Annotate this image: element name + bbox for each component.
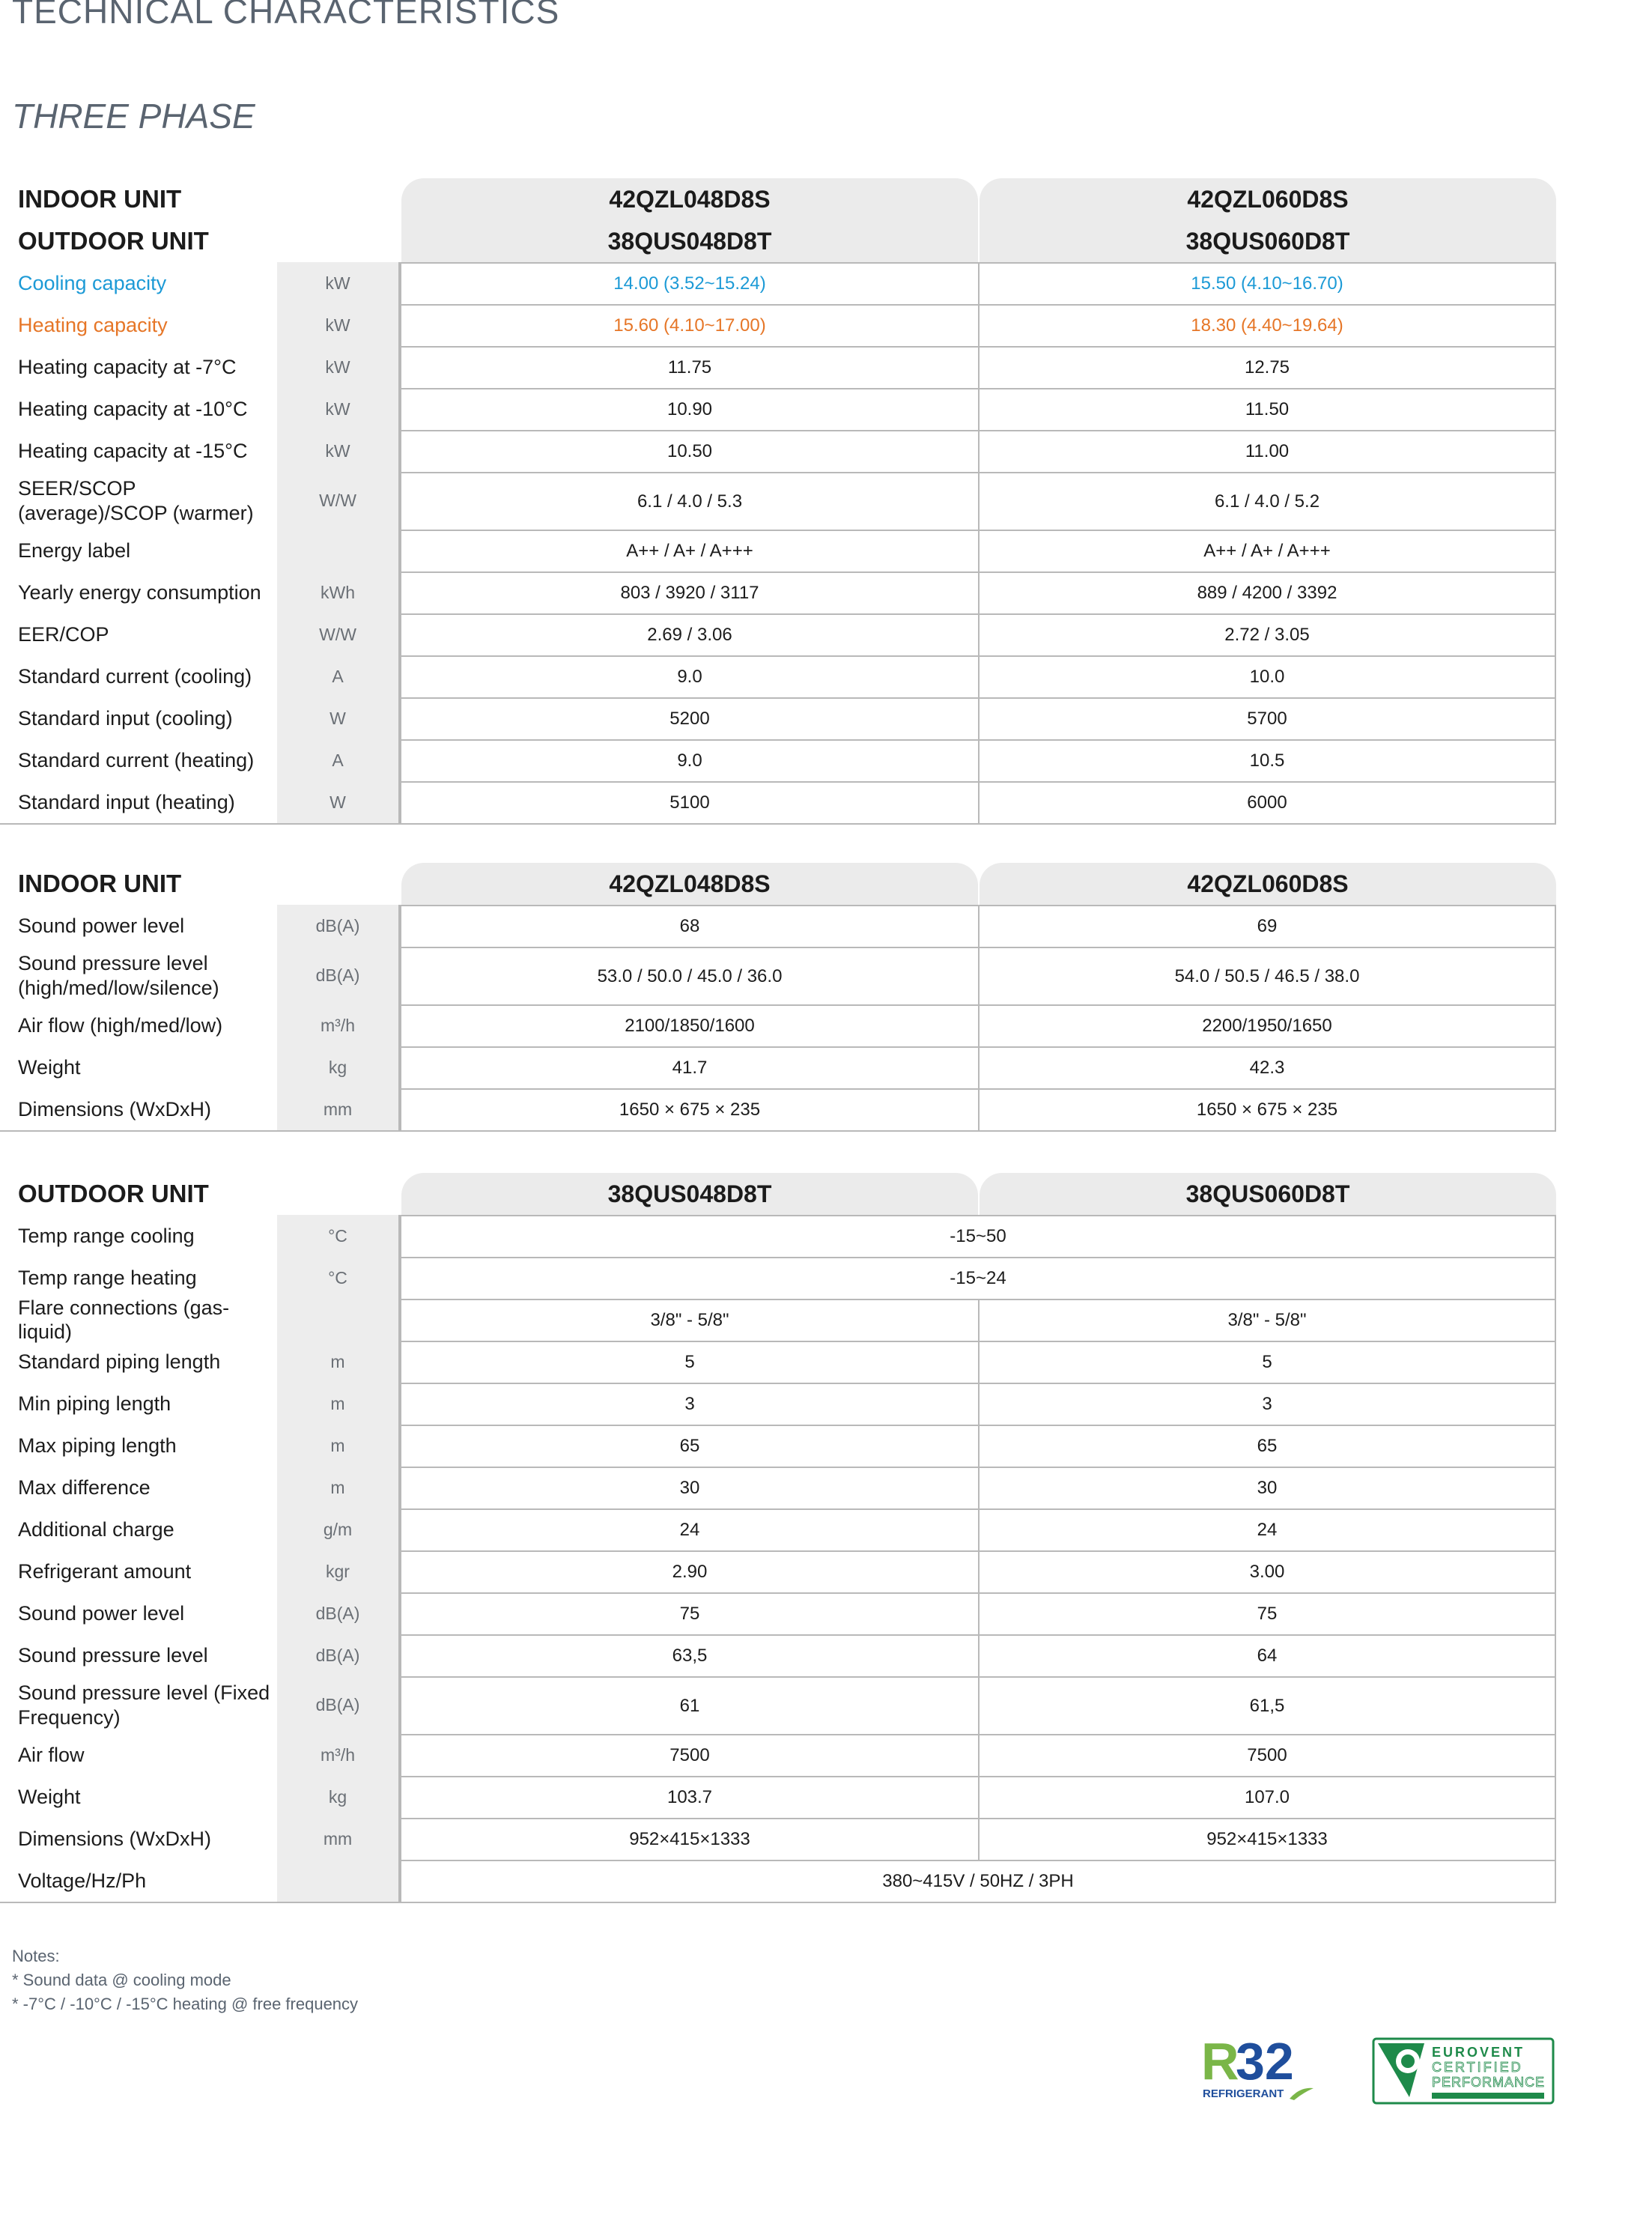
spec-unit: kW: [277, 346, 398, 388]
spec-unit: kW: [277, 304, 398, 346]
model-name: 38QUS048D8T: [607, 1180, 772, 1207]
spec-value: 63,5: [401, 1634, 978, 1676]
spec-label: Temp range heating: [18, 1266, 197, 1289]
spec-value: 53.0 / 50.0 / 45.0 / 36.0: [401, 947, 978, 1004]
spec-value: 12.75: [980, 346, 1556, 388]
spec-value: 1650 × 675 × 235: [401, 1088, 978, 1130]
spec-unit: kW: [277, 430, 398, 472]
spec-label: Yearly energy consumption: [18, 580, 261, 604]
spec-value: 7500: [401, 1734, 978, 1776]
header-label: OUTDOOR UNIT: [18, 227, 209, 255]
spec-unit: m: [277, 1467, 398, 1508]
spec-label: Cooling capacity: [18, 271, 167, 294]
indoor-unit-table: [0, 863, 1565, 1132]
spec-value: 65: [980, 1425, 1556, 1467]
table-header: [0, 1173, 1565, 1215]
spec-label: Air flow (high/med/low): [18, 1013, 223, 1037]
spec-label: Standard input (heating): [18, 790, 235, 813]
spec-label: Flare connections (gas-liquid): [18, 1296, 230, 1343]
r32-logo-r: R: [1201, 2034, 1239, 2090]
spec-value: 68: [401, 905, 978, 947]
spec-label: SEER/SCOP (average)/SCOP (warmer): [18, 477, 254, 524]
spec-unit: dB(A): [277, 947, 398, 1004]
model-name: 38QUS048D8T: [607, 227, 772, 255]
spec-value: 61,5: [980, 1676, 1556, 1734]
page-subtitle: THREE PHASE: [12, 97, 255, 136]
spec-value: 889 / 4200 / 3392: [980, 571, 1556, 613]
spec-unit: kW: [277, 262, 398, 304]
notes-heading: Notes:: [12, 1947, 60, 1965]
spec-value: 3: [401, 1383, 978, 1425]
spec-value: 803 / 3920 / 3117: [401, 571, 978, 613]
spec-value: 6000: [980, 781, 1556, 823]
spec-value: 952×415×1333: [401, 1818, 978, 1860]
spec-value: 10.5: [980, 739, 1556, 781]
model-name: 38QUS060D8T: [1185, 1180, 1350, 1207]
spec-value: 75: [401, 1592, 978, 1634]
spec-value: 3/8" - 5/8": [401, 1299, 978, 1341]
spec-value: 24: [980, 1508, 1556, 1550]
spec-grid: [0, 262, 1556, 825]
spec-value: 54.0 / 50.5 / 46.5 / 38.0: [980, 947, 1556, 1004]
spec-value: 42.3: [980, 1046, 1556, 1088]
spec-label: Weight: [18, 1785, 81, 1808]
table-header: [0, 178, 1565, 262]
spec-unit: m: [277, 1425, 398, 1467]
model-name: 42QZL060D8S: [1187, 870, 1349, 897]
spec-value: 18.30 (4.40~19.64): [980, 304, 1556, 346]
spec-value: 30: [980, 1467, 1556, 1508]
spec-unit: m: [277, 1383, 398, 1425]
spec-value: 41.7: [401, 1046, 978, 1088]
page-title: TECHNICAL CHARACTERISTICS: [12, 0, 560, 31]
spec-value: 15.60 (4.10~17.00): [401, 304, 978, 346]
spec-value: 6.1 / 4.0 / 5.2: [980, 472, 1556, 530]
table-header: [0, 863, 1565, 905]
spec-value: 2.90: [401, 1550, 978, 1592]
spec-unit: °C: [277, 1257, 398, 1299]
spec-label: Standard current (cooling): [18, 664, 252, 688]
spec-label: Weight: [18, 1055, 81, 1079]
eurovent-certified-logo: [1372, 2037, 1555, 2105]
spec-value: 10.50: [401, 430, 978, 472]
spec-label: Temp range cooling: [18, 1224, 195, 1247]
spec-label: Refrigerant amount: [18, 1559, 192, 1583]
header-row: [0, 178, 1565, 220]
spec-label: Heating capacity at -10°C: [18, 397, 248, 420]
spec-value: 2.72 / 3.05: [980, 613, 1556, 655]
spec-value: 5200: [401, 697, 978, 739]
spec-unit: A: [277, 739, 398, 781]
spec-label: EER/COP: [18, 622, 109, 646]
spec-unit: m: [277, 1341, 398, 1383]
spec-unit: kg: [277, 1776, 398, 1818]
header-row: [0, 1173, 1565, 1215]
spec-grid: [0, 905, 1556, 1132]
spec-label: Sound pressure level (Fixed Frequency): [18, 1681, 270, 1729]
spec-label: Standard input (cooling): [18, 706, 233, 730]
spec-value: 11.00: [980, 430, 1556, 472]
spec-value: 5: [401, 1341, 978, 1383]
spec-unit: [277, 1299, 398, 1341]
spec-unit: mm: [277, 1088, 398, 1130]
r32-refrigerant-logo: [1201, 2034, 1321, 2102]
spec-label: Dimensions (WxDxH): [18, 1097, 212, 1120]
header-row: [0, 863, 1565, 905]
spec-label: Sound pressure level (high/med/low/silence): [18, 952, 219, 999]
spec-label: Air flow: [18, 1743, 85, 1766]
spec-label: Sound power level: [18, 1601, 185, 1625]
spec-value: A++ / A+ / A+++: [980, 530, 1556, 571]
spec-unit: kW: [277, 388, 398, 430]
spec-label: Max difference: [18, 1476, 151, 1499]
spec-unit: W: [277, 781, 398, 823]
spec-value: 103.7: [401, 1776, 978, 1818]
spec-value: 952×415×1333: [980, 1818, 1556, 1860]
spec-unit: [277, 1860, 398, 1902]
spec-unit: dB(A): [277, 1634, 398, 1676]
spec-unit: dB(A): [277, 1592, 398, 1634]
header-label: INDOOR UNIT: [18, 185, 182, 213]
spec-label: Max piping length: [18, 1434, 177, 1457]
r32-logo-number: 32: [1236, 2034, 1294, 2090]
header-label: INDOOR UNIT: [18, 870, 182, 897]
notes: [12, 1944, 358, 2016]
spec-value: 1650 × 675 × 235: [980, 1088, 1556, 1130]
header-label: OUTDOOR UNIT: [18, 1180, 209, 1207]
spec-label: Standard current (heating): [18, 748, 255, 771]
spec-value: 2.69 / 3.06: [401, 613, 978, 655]
spec-value: 14.00 (3.52~15.24): [401, 262, 978, 304]
model-name: 42QZL048D8S: [609, 185, 771, 213]
spec-unit: W: [277, 697, 398, 739]
spec-value: 5: [980, 1341, 1556, 1383]
spec-value: -15~24: [401, 1257, 1556, 1299]
eurovent-line1: EUROVENT: [1432, 2045, 1525, 2060]
spec-value: 30: [401, 1467, 978, 1508]
spec-label: Additional charge: [18, 1517, 174, 1541]
spec-label: Standard piping length: [18, 1350, 221, 1373]
spec-value: 75: [980, 1592, 1556, 1634]
spec-label: Sound pressure level: [18, 1643, 208, 1667]
spec-unit: dB(A): [277, 1676, 398, 1734]
spec-unit: mm: [277, 1818, 398, 1860]
model-name: 38QUS060D8T: [1185, 227, 1350, 255]
spec-value: 69: [980, 905, 1556, 947]
r32-logo-sub: REFRIGERANT: [1203, 2087, 1284, 2100]
spec-unit: °C: [277, 1215, 398, 1257]
spec-unit: A: [277, 655, 398, 697]
spec-value: 9.0: [401, 739, 978, 781]
note-line: * Sound data @ cooling mode: [12, 1971, 231, 1989]
spec-label: Heating capacity at -15°C: [18, 439, 248, 462]
spec-value: 107.0: [980, 1776, 1556, 1818]
spec-unit: kWh: [277, 571, 398, 613]
spec-value: 2100/1850/1600: [401, 1004, 978, 1046]
spec-value: 380~415V / 50HZ / 3PH: [401, 1860, 1556, 1902]
spec-value: 10.0: [980, 655, 1556, 697]
spec-label: Energy label: [18, 539, 131, 562]
spec-value: 10.90: [401, 388, 978, 430]
spec-unit: kgr: [277, 1550, 398, 1592]
spec-label: Dimensions (WxDxH): [18, 1827, 212, 1850]
spec-value: 64: [980, 1634, 1556, 1676]
eurovent-line2: CERTIFIED: [1432, 2060, 1523, 2075]
spec-value: 2200/1950/1650: [980, 1004, 1556, 1046]
spec-unit: dB(A): [277, 905, 398, 947]
spec-label: Sound power level: [18, 914, 185, 937]
spec-value: 11.75: [401, 346, 978, 388]
spec-value: 61: [401, 1676, 978, 1734]
eurovent-line3: PERFORMANCE: [1432, 2075, 1546, 2090]
spec-value: 24: [401, 1508, 978, 1550]
spec-unit: m³/h: [277, 1734, 398, 1776]
spec-unit: W/W: [277, 613, 398, 655]
spec-label: Heating capacity at -7°C: [18, 355, 237, 378]
spec-value: 7500: [980, 1734, 1556, 1776]
spec-unit: W/W: [277, 472, 398, 530]
spec-value: 3/8" - 5/8": [980, 1299, 1556, 1341]
outdoor-unit-table: [0, 1173, 1565, 1903]
spec-value: 15.50 (4.10~16.70): [980, 262, 1556, 304]
model-name: 42QZL060D8S: [1187, 185, 1349, 213]
spec-unit: g/m: [277, 1508, 398, 1550]
model-name: 42QZL048D8S: [609, 870, 771, 897]
spec-label: Voltage/Hz/Ph: [18, 1869, 147, 1892]
spec-value: A++ / A+ / A+++: [401, 530, 978, 571]
spec-unit: kg: [277, 1046, 398, 1088]
spec-unit: [277, 530, 398, 571]
note-line: * -7°C / -10°C / -15°C heating @ free frequency: [12, 1995, 359, 2013]
spec-value: 65: [401, 1425, 978, 1467]
spec-value: 5700: [980, 697, 1556, 739]
spec-value: -15~50: [401, 1215, 1556, 1257]
spec-value: 6.1 / 4.0 / 5.3: [401, 472, 978, 530]
header-row: [0, 220, 1565, 262]
spec-label: Heating capacity: [18, 313, 168, 336]
general-specs-table: [0, 178, 1565, 825]
spec-unit: m³/h: [277, 1004, 398, 1046]
spec-value: 3.00: [980, 1550, 1556, 1592]
spec-value: 3: [980, 1383, 1556, 1425]
spec-label: Min piping length: [18, 1392, 171, 1415]
spec-grid: [0, 1215, 1556, 1903]
spec-value: 9.0: [401, 655, 978, 697]
spec-value: 5100: [401, 781, 978, 823]
spec-value: 11.50: [980, 388, 1556, 430]
